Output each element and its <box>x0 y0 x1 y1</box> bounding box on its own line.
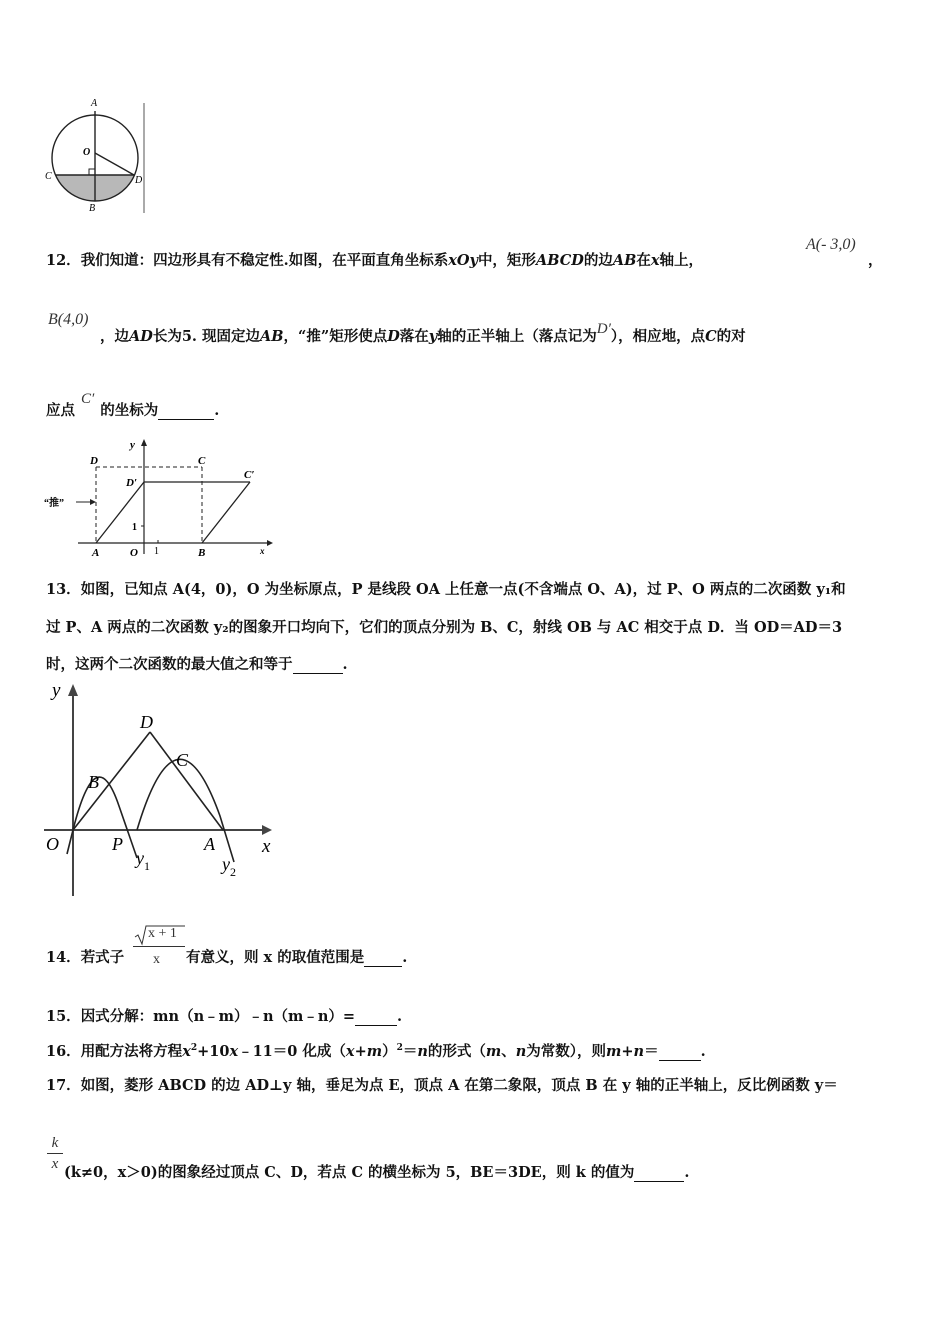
label-p: P <box>112 834 123 854</box>
label-o: O <box>83 147 91 158</box>
q16-line: 16．用配方法将方程$x^2+10x﹣11=0$ 化成$(x+m)^2=n$的形式（m、n为常数），则m+n＝ . <box>46 1043 706 1060</box>
rectangle-push-figure <box>42 436 277 561</box>
segment-da <box>150 732 223 830</box>
label-d: D <box>140 712 153 732</box>
q13-line1: 13．如图，已知点 A(4，0)，O 为坐标原点，P 是线段 OA 上任意一点(不含端点 O、A)，过 P、O 两点的二次函数 y₁和 <box>46 581 846 598</box>
label-y1: $y_1$ <box>136 848 150 873</box>
fraction-bar <box>47 1153 63 1154</box>
q14-numerator: x + 1 <box>148 926 177 941</box>
label-c-prime: C′ <box>244 469 255 481</box>
parabola-figure <box>40 676 285 901</box>
label-y2: $y_2$ <box>222 854 236 879</box>
label-c: C <box>45 171 52 182</box>
y-axis-arrow <box>68 684 78 696</box>
label-b: B <box>198 547 206 559</box>
label-one-x: 1 <box>154 546 159 557</box>
q12-line1: 12．我们知道：四边形具有不稳定性.如图，在平面直角坐标系xOy中，矩形ABCD的边AB在x轴上， <box>46 252 703 269</box>
q13-answer-blank[interactable] <box>293 656 343 674</box>
circle-figure <box>42 95 152 215</box>
fraction-bar <box>133 946 185 947</box>
x-axis-arrow <box>267 540 273 546</box>
label-y: y <box>52 680 61 701</box>
q16-answer-blank[interactable] <box>659 1043 701 1061</box>
q13-line3: 时，这两个二次函数的最大值之和等于 . <box>46 656 348 673</box>
label-b: B <box>89 203 96 214</box>
para-bc <box>202 482 250 543</box>
q12-answer-blank[interactable] <box>158 402 214 420</box>
label-d-prime: D′ <box>126 477 138 489</box>
label-a: A <box>92 547 100 559</box>
q17-frac-den: x <box>51 1156 59 1172</box>
label-b: B <box>88 772 99 792</box>
q17-line1: 17．如图，菱形 ABCD 的边 AD⊥y 轴，垂足为点 E，顶点 A 在第二象限，顶点 B 在 y 轴的正半轴上，反比例函数 y＝ <box>46 1077 838 1094</box>
label-o: O <box>130 547 138 559</box>
q12-point-a: A(- 3,0) <box>806 236 856 253</box>
q12-line3: 应点C′的坐标为 . <box>46 391 220 419</box>
y-axis-arrow <box>141 439 147 446</box>
q12-line2: ，边AD长为5. 现固定边AB，“推”矩形使点D落在y轴的正半轴上（落点记为D′），相应地，点C的对 <box>100 321 746 345</box>
push-arrow-head <box>90 499 96 505</box>
label-d: D <box>90 455 98 467</box>
q17-line2: (k≠0，x＞0)的图象经过顶点 C、D，若点 C 的横坐标为 5，BE＝3DE，则 k 的值为 . <box>64 1164 690 1181</box>
label-c: C <box>176 750 189 770</box>
label-x: x <box>260 546 265 556</box>
label-d: D <box>135 175 143 186</box>
label-push: “推” <box>44 498 64 509</box>
radius-od <box>95 153 134 175</box>
right-angle-mark <box>89 169 95 175</box>
q15-line: 15．因式分解：mn（n﹣m）﹣n（m﹣n）= . <box>46 1008 403 1025</box>
q14-answer-blank[interactable] <box>364 949 402 967</box>
label-c: C <box>198 455 206 467</box>
label-y: y <box>130 439 135 451</box>
label-o: O <box>46 834 59 854</box>
q13-line2: 过 P、A 两点的二次函数 y₂的图象开口均向下，它们的顶点分别为 B、C，射线 OB 与 AC 相交于点 D．当 OD＝AD＝3 <box>46 619 843 636</box>
q14-denominator: x <box>153 952 160 967</box>
para-ad <box>96 482 144 543</box>
q14-line-rest: 有意义，则 x 的取值范围是 . <box>186 949 408 966</box>
label-x: x <box>262 836 271 857</box>
q14-fraction <box>133 922 185 970</box>
q15-answer-blank[interactable] <box>355 1008 397 1026</box>
label-one-y: 1 <box>132 522 137 533</box>
label-a: A <box>91 98 98 109</box>
q17-answer-blank[interactable] <box>634 1164 684 1182</box>
label-a: A <box>204 834 215 854</box>
parabola-y2 <box>137 759 234 862</box>
q12-point-b: B(4,0) <box>48 311 89 328</box>
x-axis-arrow <box>262 825 272 835</box>
q12-comma: ， <box>868 252 883 269</box>
q14-line: 14．若式子 <box>46 949 125 966</box>
q17-fraction <box>47 1134 63 1178</box>
ray-ob <box>73 732 150 830</box>
q17-frac-num: k <box>51 1135 59 1151</box>
